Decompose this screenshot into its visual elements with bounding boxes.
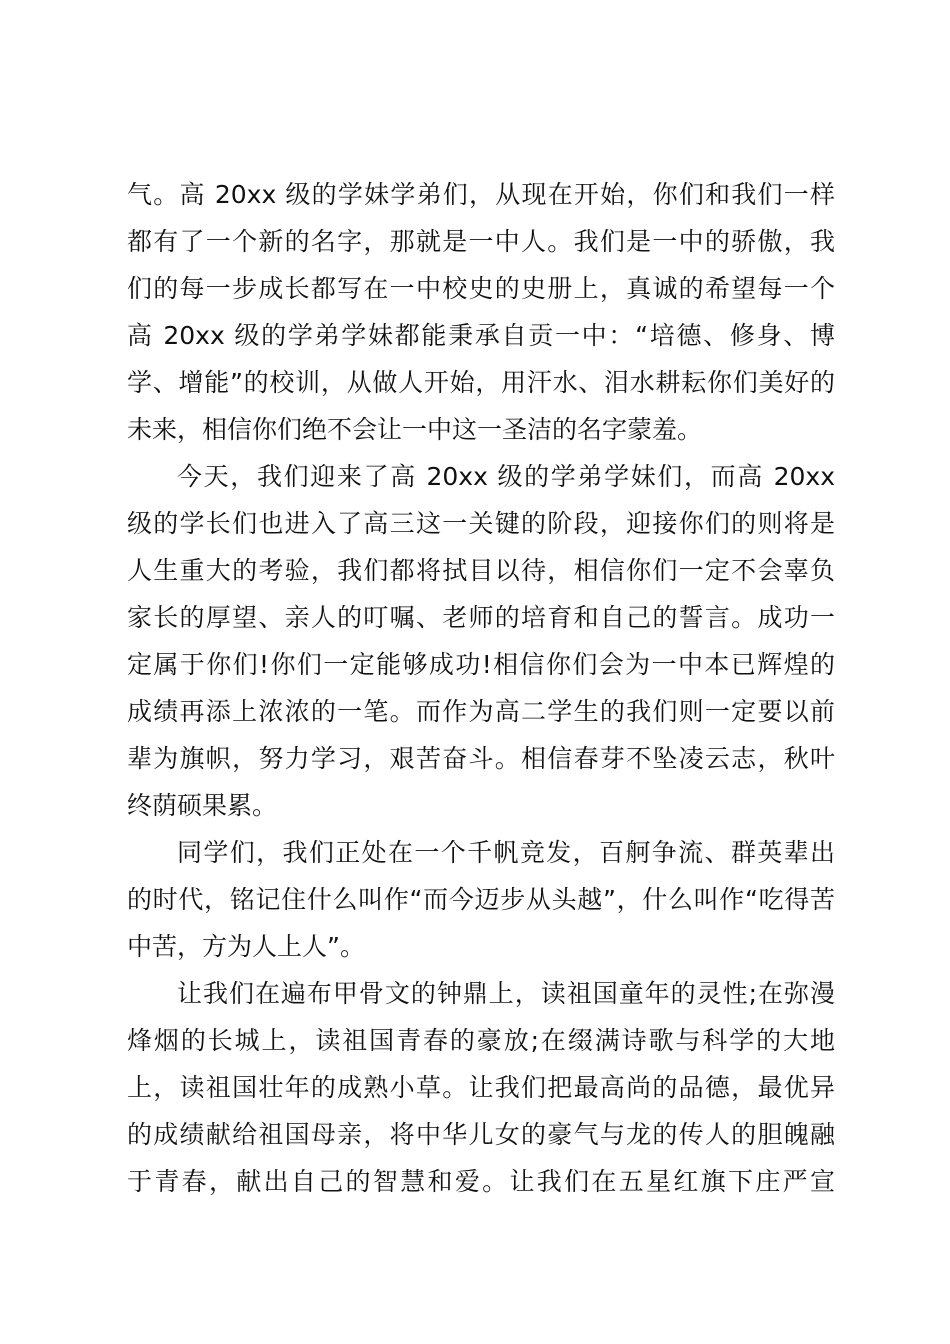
paragraph-1	[127, 171, 835, 453]
paragraph-4	[127, 970, 835, 1205]
text-line: 未来，相信你们绝不会让一中这一圣洁的名字蒙羞。	[127, 415, 703, 444]
text-line: 家长的厚望、亲人的叮嘱、老师的培育和自己的誓言。成功一	[127, 603, 835, 632]
paragraph-3	[127, 829, 835, 970]
text-line: 们的每一步成长都写在一中校史的史册上，真诚的希望每一个	[127, 274, 835, 303]
text-line: 终荫硕果累。	[127, 791, 278, 820]
text-line: 的时代，铭记住什么叫作“而今迈步从头越”，什么叫作“吃得苦	[127, 885, 835, 914]
paragraph-2	[127, 453, 835, 829]
text-line: 气。高 20xx 级的学妹学弟们，从现在开始，你们和我们一样	[127, 180, 835, 209]
text-line: 于青春，献出自己的智慧和爱。让我们在五星红旗下庄严宣	[127, 1167, 835, 1196]
text-line: 的成绩献给祖国母亲，将中华儿女的豪气与龙的传人的胆魄融	[127, 1120, 835, 1149]
text-line: 让我们在遍布甲骨文的钟鼎上，读祖国童年的灵性;在弥漫	[177, 979, 835, 1008]
text-line: 人生重大的考验，我们都将拭目以待，相信你们一定不会辜负	[127, 556, 835, 585]
text-line: 都有了一个新的名字，那就是一中人。我们是一中的骄傲，我	[127, 227, 835, 256]
text-line: 上，读祖国壮年的成熟小草。让我们把最高尚的品德，最优异	[127, 1073, 835, 1102]
text-line: 辈为旗帜，努力学习，艰苦奋斗。相信春芽不坠凌云志，秋叶	[127, 744, 835, 773]
text-line: 高 20xx 级的学弟学妹都能秉承自贡一中：“培德、修身、博	[127, 321, 835, 350]
text-line: 烽烟的长城上，读祖国青春的豪放;在缀满诗歌与科学的大地	[127, 1026, 835, 1055]
text-line: 同学们，我们正处在一个千帆竞发，百舸争流、群英辈出	[177, 838, 835, 867]
text-line: 中苦，方为人上人”。	[127, 932, 365, 961]
text-line: 定属于你们!你们一定能够成功!相信你们会为一中本已辉煌的	[127, 650, 835, 679]
text-line: 今天，我们迎来了高 20xx 级的学弟学妹们，而高 20xx	[177, 462, 835, 491]
document-body	[127, 171, 835, 1205]
text-line: 成绩再添上浓浓的一笔。而作为高二学生的我们则一定要以前	[127, 697, 835, 726]
text-line: 学、增能”的校训，从做人开始，用汗水、泪水耕耘你们美好的	[127, 368, 835, 397]
text-line: 级的学长们也进入了高三这一关键的阶段，迎接你们的则将是	[127, 509, 835, 538]
